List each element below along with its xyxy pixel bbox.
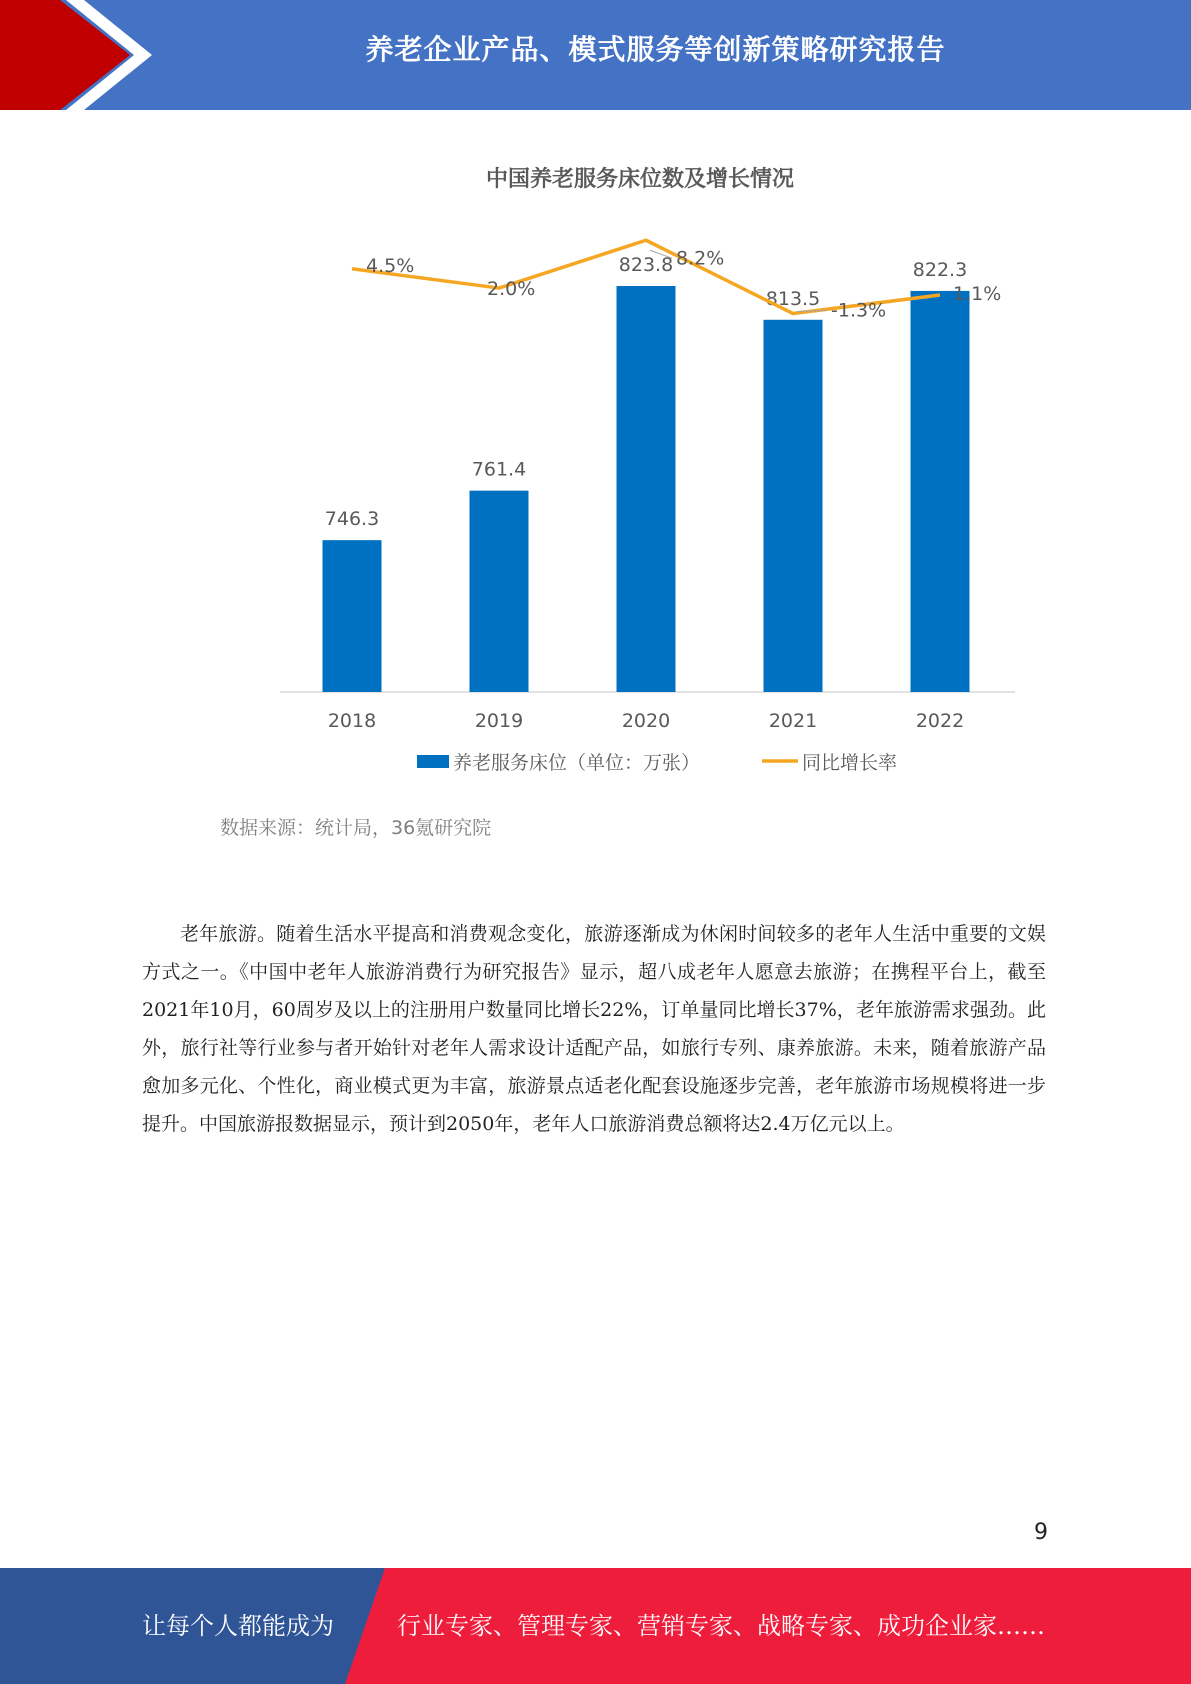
bar-2018 [323,540,382,692]
header-title: 养老企业产品、模式服务等创新策略研究报告 [365,33,946,66]
page-header [0,0,1191,110]
growth-rate-label: 1.1% [953,283,1002,306]
bed-count-chart [240,150,1040,790]
data-source: 数据来源：统计局，36氪研究院 [220,817,492,839]
growth-rate-label: 2.0% [487,278,536,301]
bar-2022 [911,291,970,692]
legend-bar-swatch [417,755,449,768]
bar-value-label: 761.4 [471,458,527,481]
chart-plot [240,150,1040,790]
growth-rate-label: 8.2% [676,247,725,270]
bar-2020 [617,286,676,692]
chart-title: 中国养老服务床位数及增长情况 [485,167,794,192]
category-label: 2019 [474,710,524,732]
page-number: 9 [1034,1520,1048,1545]
footer-slogan-right: 行业专家、管理专家、营销专家、战略专家、成功企业家…… [397,1612,1045,1640]
legend-bar-label: 养老服务床位（单位：万张） [453,752,701,774]
category-label: 2022 [915,710,965,732]
bar-2019 [470,491,529,692]
footer-slogan-left: 让每个人都能成为 [142,1612,334,1640]
category-label: 2020 [621,710,671,732]
bar-2021 [764,320,823,692]
bar-value-label: 822.3 [912,258,968,281]
body-paragraph: 老年旅游。随着生活水平提高和消费观念变化，旅游逐渐成为休闲时间较多的老年人生活中重要的文娱方式之一。《中国中老年人旅游消费行为研究报告》显示，超八成老年人愿意去旅游；在携程平台上，截至2021年10月，60周岁及以上的注册用户数量同比增长22%，订单量同比增长37%，老年旅游需求强劲。此外，旅行社等行业参与者开始针对老年人需求设计适配产品，如旅行专列、康养旅游。未来，随着旅游产品愈加多元化、个性化，商业模式更为丰富，旅游景点适老化配套设施逐步完善，老年旅游市场规模将进一步提升。中国旅游报数据显示，预计到2050年，老年人口旅游消费总额将达2.4万亿元以上。 [142,923,1046,1135]
bar-value-label: 813.5 [765,287,821,310]
category-label: 2018 [327,710,377,732]
category-label: 2021 [768,710,818,732]
growth-rate-label: 4.5% [366,254,415,277]
bar-value-label: 823.8 [618,254,674,276]
bar-value-label: 746.3 [324,508,380,531]
growth-rate-label: -1.3% [831,299,887,322]
legend-line-label: 同比增长率 [802,752,898,774]
header-arrow-decoration [0,0,160,110]
page-footer [0,1568,1191,1684]
